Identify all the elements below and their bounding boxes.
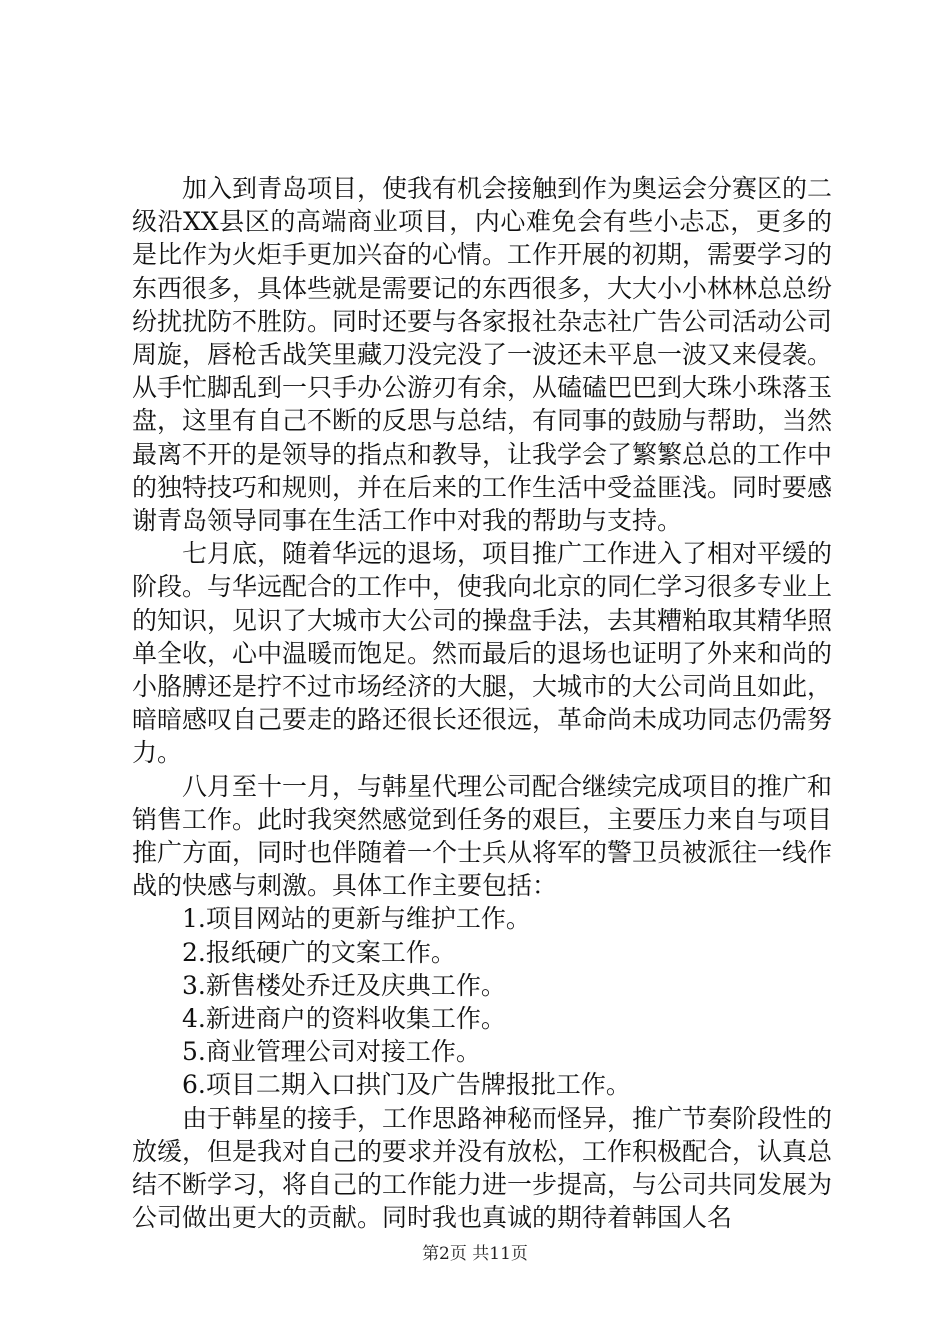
page-number-footer: 第2页 共11页 [422, 1244, 528, 1264]
work-items-list [132, 902, 832, 1101]
list-item: 5.商业管理公司对接工作。 [182, 1037, 481, 1067]
paragraph-hanxing-takeover: 由于韩星的接手，工作思路神秘而怪异，推广节奏阶段性的放缓，但是我对自己的要求并没有放松，工作积极配合，认真总结不断学习，将自己的工作能力进一步提高，与公司共同发展为公司做出更大的贡献。同时我也真诚的期待着韩国人名 [132, 1103, 833, 1233]
document-body [132, 172, 832, 1235]
paragraph-august-november: 八月至十一月，与韩星代理公司配合继续完成项目的推广和销售工作。此时我突然感觉到任务的艰巨，主要压力来自与项目推广方面，同时也伴随着一个士兵从将军的警卫员被派往一线作战的快感与刺激。具体工作主要包括： [132, 771, 833, 901]
list-item: 4.新进商户的资料收集工作。 [182, 1004, 506, 1034]
list-item: 6.项目二期入口拱门及广告牌报批工作。 [182, 1070, 631, 1100]
paragraph-july-end: 七月底，随着华远的退场，项目推广工作进入了相对平缓的阶段。与华远配合的工作中，使我向北京的同仁学习很多专业上的知识，见识了大城市大公司的操盘手法，去其糟粕取其精华照单全收，心中温暖而饱足。然而最后的退场也证明了外来和尚的小胳膊还是拧不过市场经济的大腿，大城市的大公司尚且如此，暗暗感叹自己要走的路还很长还很远，革命尚未成功同志仍需努力。 [132, 539, 833, 768]
list-item: 3.新售楼处乔迁及庆典工作。 [182, 970, 506, 1000]
paragraph-qingdao-project: 加入到青岛项目，使我有机会接触到作为奥运会分赛区的二级沿XX县区的高端商业项目，内心难免会有些小忐忑，更多的是比作为火炬手更加兴奋的心情。工作开展的初期，需要学习的东西很多，具体些就是需要记的东西很多，大大小小林林总总纷纷扰扰防不胜防。同时还要与各家报社杂志社广告公司活动公司周旋，唇枪舌战笑里藏刀没完没了一波还未平息一波又来侵袭。从手忙脚乱到一只手办公游刃有余，从磕磕巴巴到大珠小珠落玉盘，这里有自己不断的反思与总结，有同事的鼓励与帮助，当然最离不开的是领导的指点和教导，让我学会了繁繁总总的工作中的独特技巧和规则，并在后来的工作生活中受益匪浅。同时要感谢青岛领导同事在生活工作中对我的帮助与支持。 [132, 174, 833, 536]
list-item: 1.项目网站的更新与维护工作。 [182, 904, 531, 934]
list-item: 2.报纸硬广的文案工作。 [182, 937, 456, 967]
